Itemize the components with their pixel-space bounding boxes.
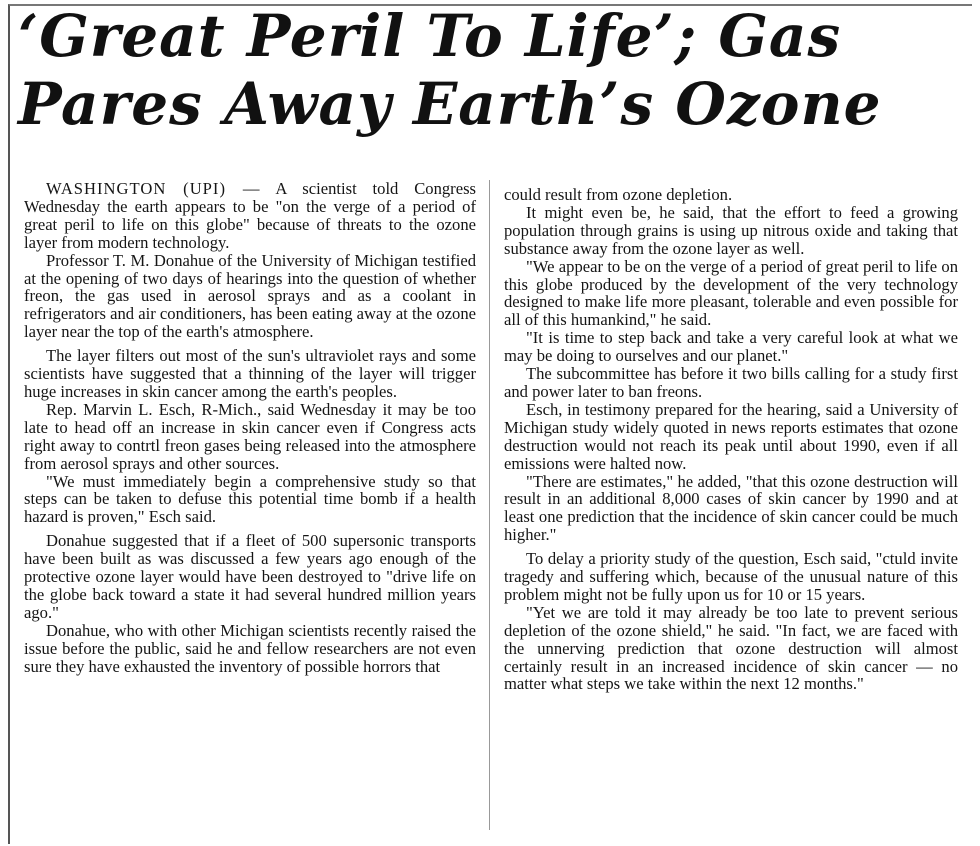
headline (18, 2, 968, 138)
dateline: WASHINGTON (UPI) — (46, 179, 261, 198)
paragraph: Professor T. M. Donahue of the University of Michigan testified at the opening of two days of hearings into the question of whether freon, the gas used in aerosol sprays and as a coolant in refrigerators and air conditioners, has been eating away at the ozone layer near the top of the earth's atmosphere. (24, 250, 476, 342)
headline-line-1: ‘Great Peril To Life’; Gas (18, 2, 842, 70)
lead-text: A scientist told Congress Wednesday the earth appears to be "on the verge of a period of great peril to life on this globe" because of threats to the ozone layer from modern technology. (24, 179, 476, 252)
paragraph: The layer filters out most of the sun's ultraviolet rays and some scientists have suggested that a thinning of the layer will trigger huge increases in skin cancer among the earth's peoples. (24, 346, 476, 401)
left-column (24, 180, 476, 675)
paragraph: To delay a priority study of the question, Esch said, "ctuld invite tragedy and suffering which, because of the unusual nature of this problem might not be fully upon us for 10 or 15 years. (504, 549, 958, 604)
paragraph: Rep. Marvin L. Esch, R-Mich., said Wednesday it may be too late to head off an increase in skin cancer even if Congress acts right away to contrtl freon gases being released into the atmosphere from aerosol sprays and other sources. (24, 399, 476, 473)
paragraph: Donahue, who with other Michigan scientists recently raised the issue before the public, said he and fellow researchers are not even sure they have exhausted the inventory of possible horrors that (24, 620, 476, 676)
paragraph-continued: could result from ozone depletion. (504, 185, 733, 204)
paragraph: "We must immediately begin a comprehensive study so that steps can be taken to defuse this potential time bomb if a health hazard is proven," Esch said. (24, 471, 476, 527)
paragraph: "We appear to be on the verge of a period of great peril to life on this globe produced by the development of the very technology designed to make life more pleasant, tolerable and even possible for all of this humankind," he said. (504, 256, 958, 330)
column-divider (489, 180, 490, 830)
right-column (504, 186, 958, 693)
paragraph-lead (24, 180, 476, 252)
paragraph: Donahue suggested that if a fleet of 500 supersonic transports have been built as was discussed a few years ago enough of the protective ozone layer would have been destroyed to "drive life on the globe back toward a state it had several hundred million years ago." (24, 531, 476, 622)
paragraph: Esch, in testimony prepared for the hearing, said a University of Michigan study widely quoted in news reports estimates that ozone destruction would not reach its peak until about 1990, even if all emissions were halted now. (504, 399, 958, 473)
paragraph: "There are estimates," he added, "that this ozone destruction will result in an additional 8,000 cases of skin cancer by 1990 and at least one prediction that the incidence of skin cancer could be much higher." (504, 471, 958, 545)
paragraph: The subcommittee has before it two bills calling for a study first and power later to ban freons. (504, 364, 958, 401)
paragraph: "It is time to step back and take a very careful look at what we may be doing to ourselves and our planet." (504, 328, 958, 366)
headline-line-2: Pares Away Earth’s Ozone (18, 70, 882, 138)
paragraph: It might even be, he said, that the effort to feed a growing population through grains is using up nitrous oxide and taking that substance away from the ozone layer as well. (504, 202, 958, 258)
paragraph: "Yet we are told it may already be too late to prevent serious depletion of the ozone shield," he said. "In fact, we are faced with the unnerving prediction that ozone destruction will almost certainly result in an increased incidence of skin cancer — no matter what steps we take within the next 12 months." (504, 602, 958, 694)
